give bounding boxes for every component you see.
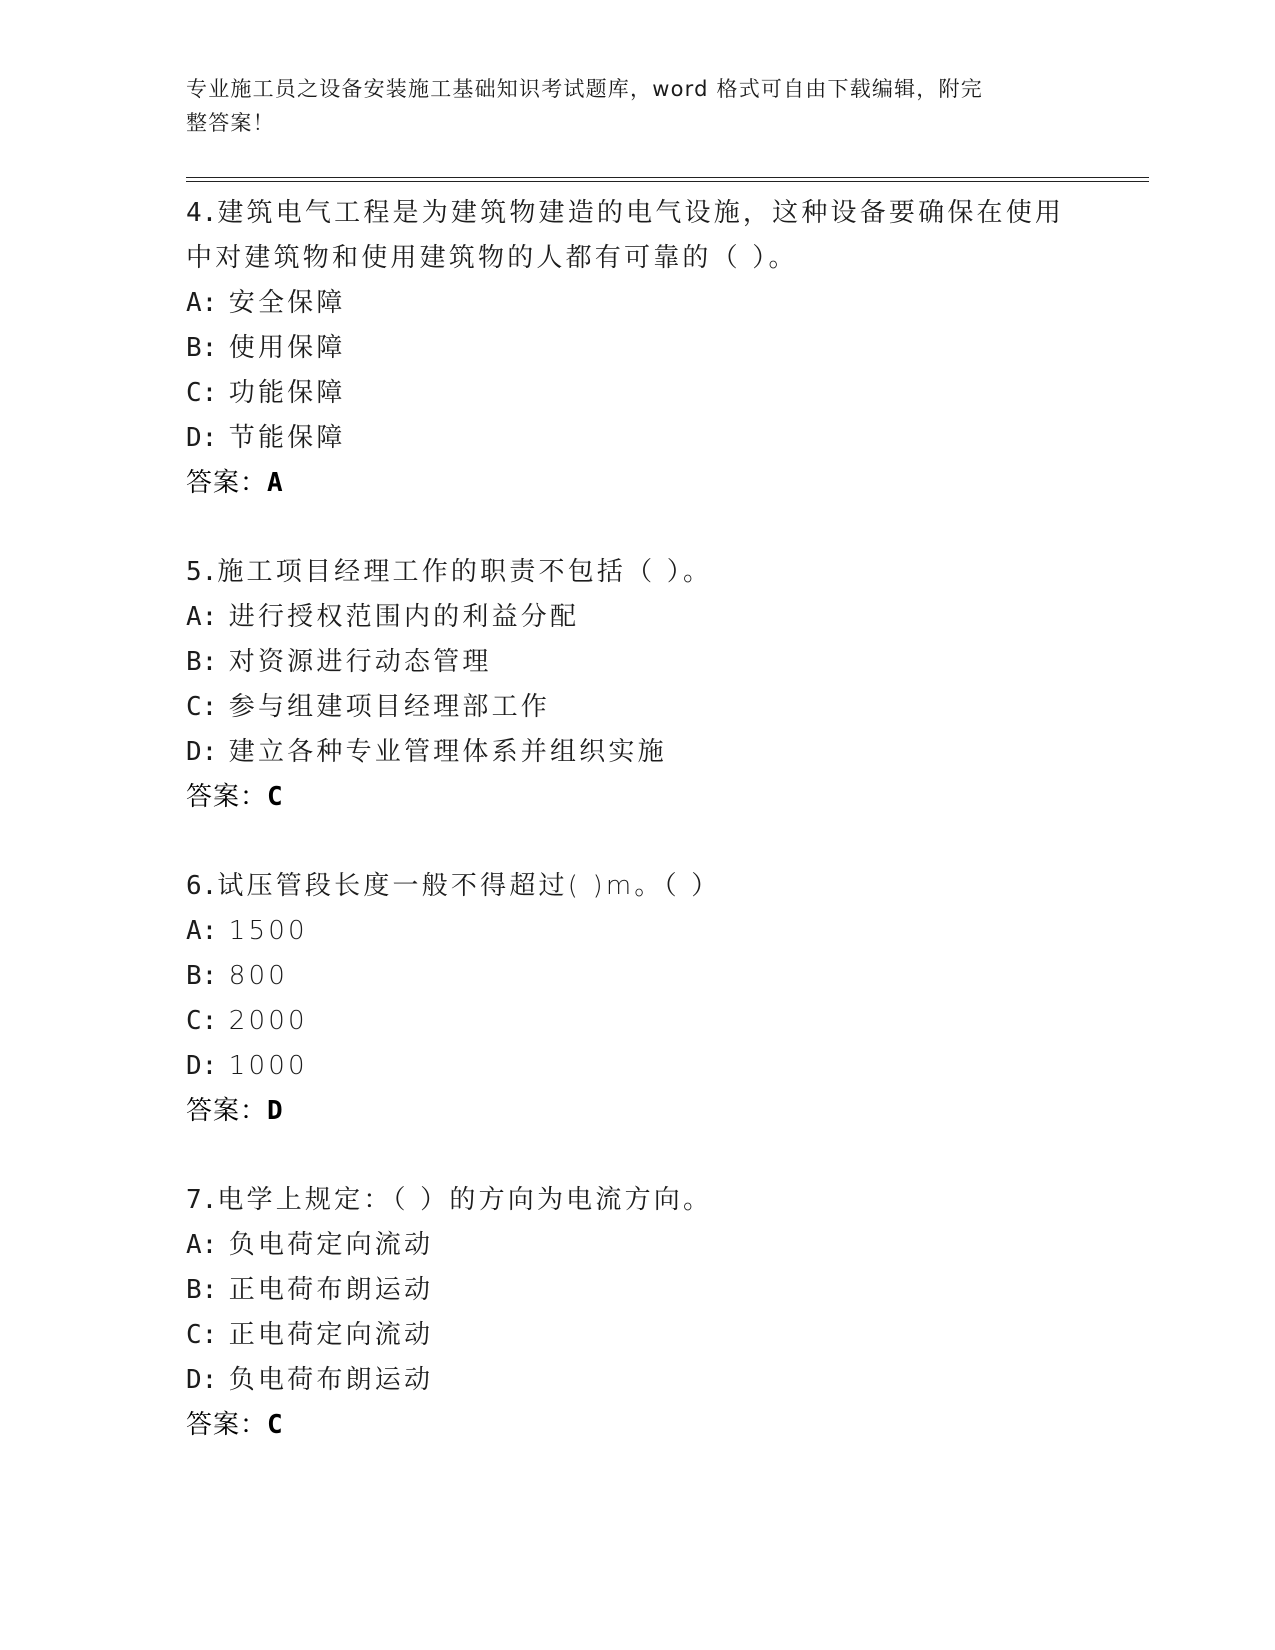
option-text: 使用保障 <box>228 333 346 363</box>
answer-line <box>186 775 1086 820</box>
option-c <box>186 371 1086 416</box>
option-label: C: <box>186 378 218 408</box>
answer-label: 答案： <box>186 782 268 812</box>
option-label: D: <box>186 737 218 767</box>
question-stem-line-1: 施工项目经理工作的职责不包括（ ）。 <box>217 557 713 587</box>
option-label: C: <box>186 692 218 722</box>
option-label: A: <box>186 602 218 632</box>
option-text: 正电荷定向流动 <box>228 1320 434 1350</box>
question-list <box>186 191 1086 1448</box>
question-5 <box>186 550 1086 820</box>
option-b <box>186 640 1086 685</box>
option-text: 2000 <box>228 1006 308 1036</box>
option-text: 1000 <box>228 1051 308 1081</box>
option-text: 正电荷布朗运动 <box>228 1275 434 1305</box>
spacer <box>186 820 1086 864</box>
question-stem <box>186 1178 1086 1223</box>
answer-line <box>186 461 1086 506</box>
header-line-2: 整答案！ <box>186 111 275 135</box>
answer-value: A <box>267 468 284 498</box>
answer-line <box>186 1403 1086 1448</box>
option-b <box>186 1268 1086 1313</box>
option-label: B: <box>186 961 218 991</box>
question-number: 6. <box>186 871 218 901</box>
question-4 <box>186 191 1086 506</box>
answer-label: 答案： <box>186 1096 268 1126</box>
question-number: 7. <box>186 1185 218 1215</box>
header-divider-top <box>186 177 1149 178</box>
option-text: 1500 <box>228 916 308 946</box>
question-stem <box>186 550 1086 595</box>
option-label: B: <box>186 647 218 677</box>
option-text: 对资源进行动态管理 <box>228 647 492 677</box>
header-divider-bottom <box>186 181 1149 182</box>
answer-value: C <box>267 782 284 812</box>
option-label: D: <box>186 1051 218 1081</box>
option-c <box>186 1313 1086 1358</box>
answer-label: 答案： <box>186 468 268 498</box>
option-text: 进行授权范围内的利益分配 <box>228 602 580 632</box>
option-a <box>186 1223 1086 1268</box>
option-c <box>186 685 1086 730</box>
answer-label: 答案： <box>186 1410 268 1440</box>
question-number: 4. <box>186 198 218 228</box>
option-d <box>186 1358 1086 1403</box>
question-7 <box>186 1178 1086 1448</box>
option-label: C: <box>186 1320 218 1350</box>
option-label: D: <box>186 1365 218 1395</box>
option-label: A: <box>186 916 218 946</box>
option-text: 负电荷布朗运动 <box>228 1365 434 1395</box>
option-a <box>186 909 1086 954</box>
option-d <box>186 416 1086 461</box>
question-stem-line-1: 试压管段长度一般不得超过( )m。（ ） <box>217 871 721 901</box>
answer-line <box>186 1089 1086 1134</box>
question-6 <box>186 864 1086 1134</box>
option-b <box>186 326 1086 371</box>
option-text: 参与组建项目经理部工作 <box>228 692 550 722</box>
option-text: 功能保障 <box>228 378 346 408</box>
option-a <box>186 595 1086 640</box>
question-stem-line-1: 电学上规定：（ ）的方向为电流方向。 <box>217 1185 713 1215</box>
option-c <box>186 999 1086 1044</box>
question-stem <box>186 864 1086 909</box>
header-line-1: 专业施工员之设备安装施工基础知识考试题库，word 格式可自由下载编辑，附完 <box>186 77 983 101</box>
option-label: B: <box>186 1275 218 1305</box>
question-stem-line-2: 中对建筑物和使用建筑物的人都有可靠的（ ）。 <box>186 243 798 273</box>
spacer <box>186 506 1086 550</box>
question-stem-line-1: 建筑电气工程是为建筑物建造的电气设施，这种设备要确保在使用 <box>217 198 1065 228</box>
option-text: 安全保障 <box>228 288 346 318</box>
option-label: A: <box>186 1230 218 1260</box>
spacer <box>186 1134 1086 1178</box>
option-text: 节能保障 <box>228 423 346 453</box>
option-text: 建立各种专业管理体系并组织实施 <box>228 737 667 767</box>
option-label: C: <box>186 1006 218 1036</box>
option-b <box>186 954 1086 999</box>
answer-value: C <box>267 1410 284 1440</box>
option-d <box>186 730 1086 775</box>
option-label: A: <box>186 288 218 318</box>
question-stem <box>186 191 1086 236</box>
answer-value: D <box>267 1096 284 1126</box>
option-label: D: <box>186 423 218 453</box>
option-a <box>186 281 1086 326</box>
question-number: 5. <box>186 557 218 587</box>
option-d <box>186 1044 1086 1089</box>
document-header <box>186 72 1066 140</box>
option-label: B: <box>186 333 218 363</box>
option-text: 负电荷定向流动 <box>228 1230 434 1260</box>
option-text: 800 <box>228 961 289 991</box>
